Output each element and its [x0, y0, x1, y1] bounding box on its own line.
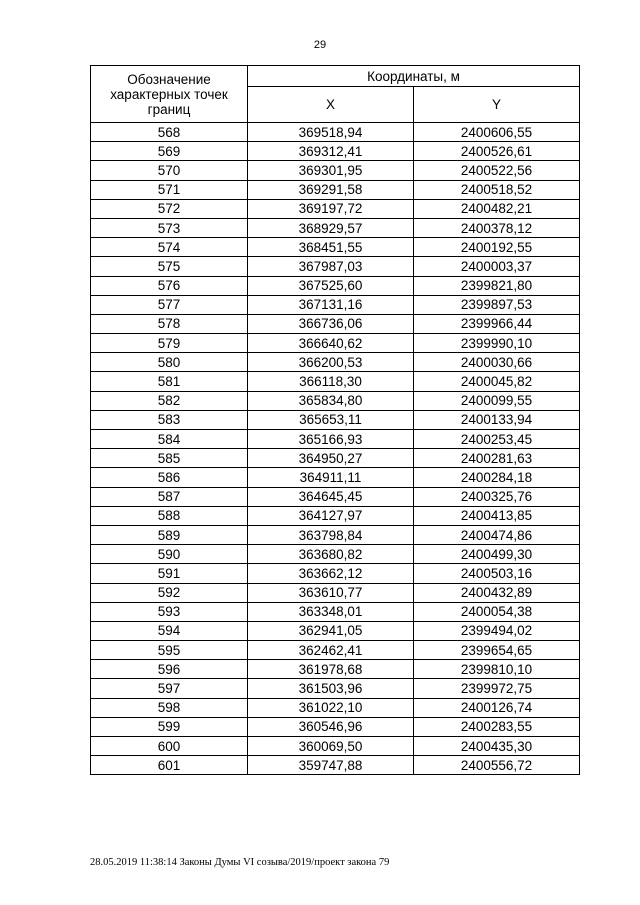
document-footer: 28.05.2019 11:38:14 Законы Думы VI созыва/2019/проект закона 79: [90, 857, 390, 868]
point-number-cell: 570: [91, 161, 248, 180]
x-coordinate-cell: 364911,11: [248, 468, 414, 487]
point-number-cell: 601: [91, 756, 248, 775]
table-row: [91, 334, 580, 353]
point-number-cell: 579: [91, 334, 248, 353]
y-coordinate-cell: 2399494,02: [414, 621, 580, 640]
x-coordinate-cell: 360546,96: [248, 717, 414, 736]
table-row: [91, 276, 580, 295]
x-coordinate-cell: 363662,12: [248, 564, 414, 583]
x-coordinate-cell: 362462,41: [248, 641, 414, 660]
y-coordinate-cell: 2400503,16: [414, 564, 580, 583]
x-coordinate-cell: 361503,96: [248, 679, 414, 698]
point-number-cell: 586: [91, 468, 248, 487]
x-coordinate-cell: 360069,50: [248, 737, 414, 756]
table-row: [91, 449, 580, 468]
point-number-cell: 574: [91, 238, 248, 257]
x-coordinate-cell: 366640,62: [248, 334, 414, 353]
y-coordinate-cell: 2400126,74: [414, 698, 580, 717]
table-row: [91, 525, 580, 544]
point-number-cell: 569: [91, 142, 248, 161]
table-row: [91, 545, 580, 564]
header-coordinates: Координаты, м: [248, 66, 580, 87]
y-coordinate-cell: 2400045,82: [414, 372, 580, 391]
page-number: 29: [313, 39, 327, 51]
x-coordinate-cell: 364645,45: [248, 487, 414, 506]
table-row: [91, 410, 580, 429]
point-number-cell: 585: [91, 449, 248, 468]
point-number-cell: 600: [91, 737, 248, 756]
table-row: [91, 679, 580, 698]
x-coordinate-cell: 369518,94: [248, 123, 414, 142]
table-row: [91, 372, 580, 391]
x-coordinate-cell: 363348,01: [248, 602, 414, 621]
x-coordinate-cell: 367525,60: [248, 276, 414, 295]
table-row: [91, 756, 580, 775]
table-row: [91, 660, 580, 679]
y-coordinate-cell: 2400518,52: [414, 180, 580, 199]
table-row: [91, 602, 580, 621]
y-coordinate-cell: 2400435,30: [414, 737, 580, 756]
table-row: [91, 314, 580, 333]
table-row: [91, 717, 580, 736]
x-coordinate-cell: 366736,06: [248, 314, 414, 333]
point-number-cell: 597: [91, 679, 248, 698]
x-coordinate-cell: 364127,97: [248, 506, 414, 525]
y-coordinate-cell: 2400522,56: [414, 161, 580, 180]
table-row: [91, 353, 580, 372]
table-row: [91, 564, 580, 583]
y-coordinate-cell: 2400281,63: [414, 449, 580, 468]
y-coordinate-cell: 2400030,66: [414, 353, 580, 372]
table-row: [91, 737, 580, 756]
header-y: Y: [414, 87, 580, 123]
x-coordinate-cell: 369291,58: [248, 180, 414, 199]
y-coordinate-cell: 2399821,80: [414, 276, 580, 295]
y-coordinate-cell: 2399990,10: [414, 334, 580, 353]
y-coordinate-cell: 2400474,86: [414, 525, 580, 544]
x-coordinate-cell: 361978,68: [248, 660, 414, 679]
x-coordinate-cell: 368929,57: [248, 218, 414, 237]
point-number-cell: 584: [91, 430, 248, 449]
table-row: [91, 487, 580, 506]
point-number-cell: 573: [91, 218, 248, 237]
y-coordinate-cell: 2399966,44: [414, 314, 580, 333]
x-coordinate-cell: 363610,77: [248, 583, 414, 602]
point-number-cell: 598: [91, 698, 248, 717]
point-number-cell: 572: [91, 199, 248, 218]
table-row: [91, 238, 580, 257]
table-row: [91, 257, 580, 276]
y-coordinate-cell: 2400413,85: [414, 506, 580, 525]
table-row: [91, 468, 580, 487]
table-row: [91, 430, 580, 449]
coordinates-table: [90, 65, 580, 775]
y-coordinate-cell: 2400325,76: [414, 487, 580, 506]
x-coordinate-cell: 367987,03: [248, 257, 414, 276]
x-coordinate-cell: 369197,72: [248, 199, 414, 218]
x-coordinate-cell: 368451,55: [248, 238, 414, 257]
y-coordinate-cell: 2400526,61: [414, 142, 580, 161]
y-coordinate-cell: 2400482,21: [414, 199, 580, 218]
table-body: [91, 123, 580, 775]
x-coordinate-cell: 367131,16: [248, 295, 414, 314]
y-coordinate-cell: 2400283,55: [414, 717, 580, 736]
table-row: [91, 621, 580, 640]
x-coordinate-cell: 366118,30: [248, 372, 414, 391]
point-number-cell: 593: [91, 602, 248, 621]
x-coordinate-cell: 365166,93: [248, 430, 414, 449]
point-number-cell: 576: [91, 276, 248, 295]
point-number-cell: 596: [91, 660, 248, 679]
y-coordinate-cell: 2400556,72: [414, 756, 580, 775]
table-row: [91, 391, 580, 410]
table-row: [91, 199, 580, 218]
point-number-cell: 591: [91, 564, 248, 583]
x-coordinate-cell: 359747,88: [248, 756, 414, 775]
point-number-cell: 575: [91, 257, 248, 276]
y-coordinate-cell: 2399897,53: [414, 295, 580, 314]
table-row: [91, 142, 580, 161]
table-row: [91, 295, 580, 314]
point-number-cell: 582: [91, 391, 248, 410]
point-number-cell: 578: [91, 314, 248, 333]
table-row: [91, 698, 580, 717]
y-coordinate-cell: 2400253,45: [414, 430, 580, 449]
point-number-cell: 590: [91, 545, 248, 564]
x-coordinate-cell: 369312,41: [248, 142, 414, 161]
point-number-cell: 595: [91, 641, 248, 660]
x-coordinate-cell: 363680,82: [248, 545, 414, 564]
header-point-designation: Обозначение характерных точек границ: [91, 66, 248, 123]
point-number-cell: 588: [91, 506, 248, 525]
x-coordinate-cell: 363798,84: [248, 525, 414, 544]
point-number-cell: 577: [91, 295, 248, 314]
x-coordinate-cell: 364950,27: [248, 449, 414, 468]
table-row: [91, 123, 580, 142]
table-row: [91, 218, 580, 237]
point-number-cell: 583: [91, 410, 248, 429]
point-number-cell: 581: [91, 372, 248, 391]
y-coordinate-cell: 2400099,55: [414, 391, 580, 410]
table-row: [91, 583, 580, 602]
table-row: [91, 161, 580, 180]
y-coordinate-cell: 2400432,89: [414, 583, 580, 602]
y-coordinate-cell: 2400133,94: [414, 410, 580, 429]
point-number-cell: 589: [91, 525, 248, 544]
point-number-cell: 580: [91, 353, 248, 372]
table-row: [91, 641, 580, 660]
point-number-cell: 571: [91, 180, 248, 199]
y-coordinate-cell: 2400284,18: [414, 468, 580, 487]
x-coordinate-cell: 362941,05: [248, 621, 414, 640]
header-x: X: [248, 87, 414, 123]
y-coordinate-cell: 2400499,30: [414, 545, 580, 564]
y-coordinate-cell: 2400192,55: [414, 238, 580, 257]
y-coordinate-cell: 2400378,12: [414, 218, 580, 237]
point-number-cell: 568: [91, 123, 248, 142]
point-number-cell: 587: [91, 487, 248, 506]
y-coordinate-cell: 2400606,55: [414, 123, 580, 142]
y-coordinate-cell: 2399810,10: [414, 660, 580, 679]
y-coordinate-cell: 2399654,65: [414, 641, 580, 660]
y-coordinate-cell: 2400003,37: [414, 257, 580, 276]
x-coordinate-cell: 369301,95: [248, 161, 414, 180]
y-coordinate-cell: 2400054,38: [414, 602, 580, 621]
table-row: [91, 180, 580, 199]
table-row: [91, 506, 580, 525]
point-number-cell: 592: [91, 583, 248, 602]
point-number-cell: 594: [91, 621, 248, 640]
x-coordinate-cell: 365653,11: [248, 410, 414, 429]
x-coordinate-cell: 366200,53: [248, 353, 414, 372]
point-number-cell: 599: [91, 717, 248, 736]
x-coordinate-cell: 361022,10: [248, 698, 414, 717]
y-coordinate-cell: 2399972,75: [414, 679, 580, 698]
x-coordinate-cell: 365834,80: [248, 391, 414, 410]
